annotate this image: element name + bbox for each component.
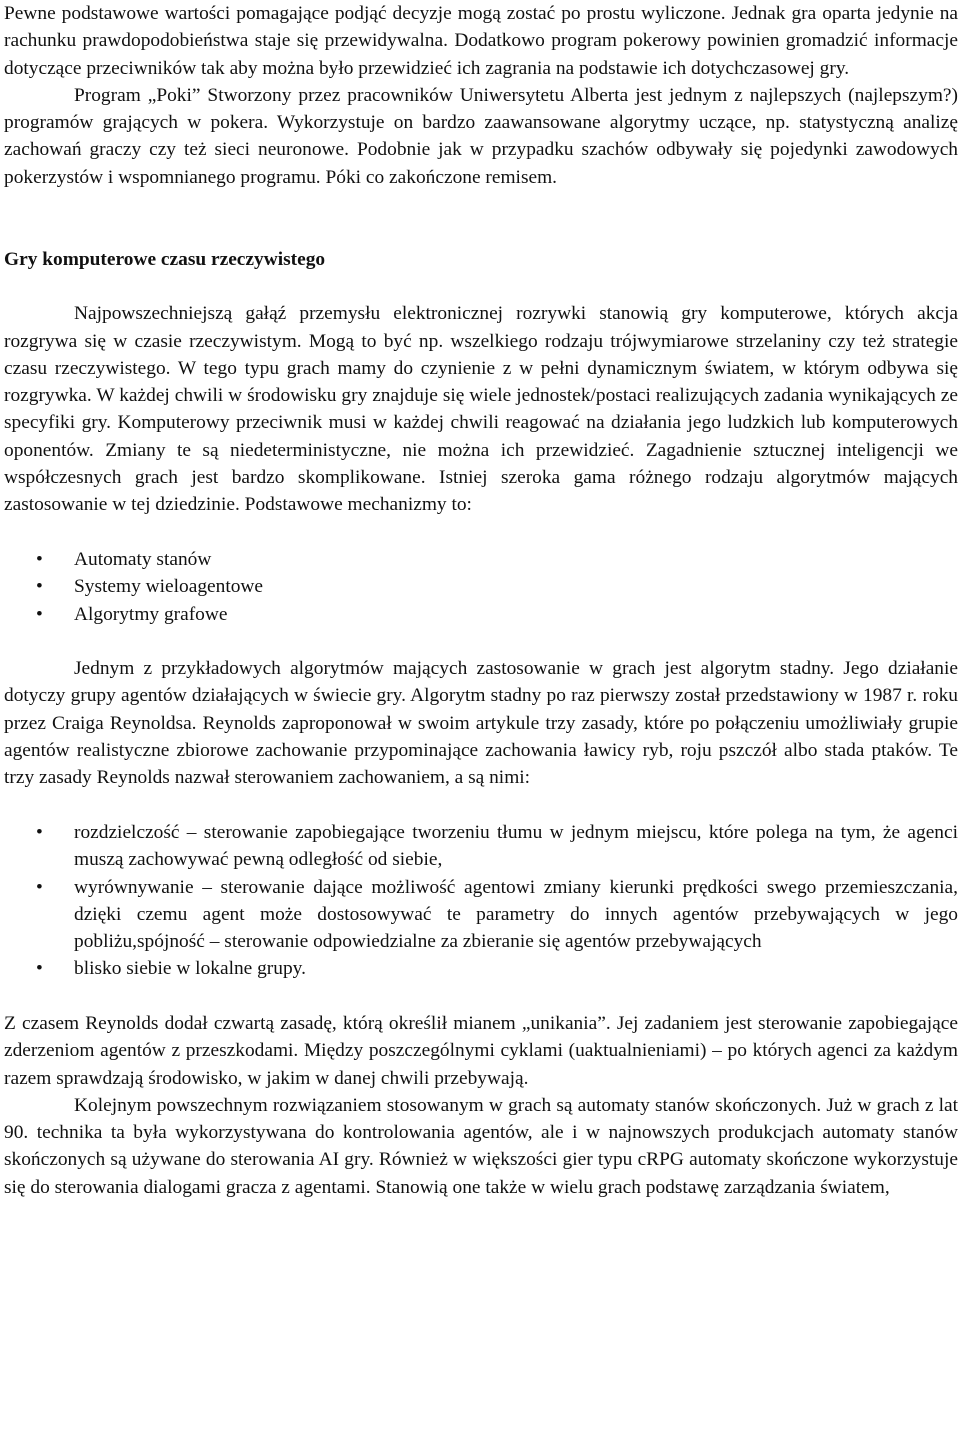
steering-rules-list [4, 819, 958, 983]
bullet-icon: • [36, 576, 43, 598]
mechanisms-list [4, 546, 958, 628]
paragraph-poki: Program „Poki” Stworzony przez pracowników Uniwersytetu Alberta jest jednym z najlepszych (najlepszym?) programów grających w pokera. Wykorzystuje on bardzo zaawansowane algorytmy uczące, np. statystyczną analizę zachowań graczy czy też sieci neuronowe. Podobnie jak w przypadku szachów odbywały się pojedynki zawodowych pokerzystów i wspomnianego programu. Póki co zakończone remisem. [4, 84, 958, 188]
spacer [4, 628, 958, 655]
paragraph-flocking: Jednym z przykładowych algorytmów mających zastosowanie w grach jest algorytm stadny. Jego działanie dotyczy grupy agentów działających w świecie gry. Algorytm stadny po raz pierwszy został przedstawiony w 1987 r. roku przez Craiga Reynoldsa. Reynolds zaproponował w swoim artykule trzy zasady, które po połączeniu umożliwiały grupie agentów realistyczne zbiorowe zachowanie przypominające zachowania ławicy ryb, roju pszczół albo stada ptaków. Te trzy zasady Reynolds nazwał sterowaniem zachowaniem, a są nimi: [4, 658, 958, 789]
spacer [4, 218, 958, 245]
spacer [4, 792, 958, 819]
list-item: • Systemy wieloagentowe [4, 573, 958, 600]
list-item: • Algorytmy grafowe [4, 601, 958, 628]
spacer [4, 983, 958, 1010]
document-page [4, 0, 958, 1201]
spacer [4, 273, 958, 300]
spacer [4, 519, 958, 546]
bullet-icon: • [36, 603, 43, 625]
list-item: • Automaty stanów [4, 546, 958, 573]
paragraph-probability: Pewne podstawowe wartości pomagające podjąć decyzje mogą zostać po prostu wyliczone. Jednak gra oparta jedynie na rachunku prawdopodobieństwa staje się przewidywalna. Dodatkowo program pokerowy powinien gromadzić informacje dotyczące przeciwników tak aby można było przewidzieć ich zagrania na podstawie ich dotychczasowej gry. [4, 3, 958, 79]
bullet-icon: • [36, 821, 43, 843]
paragraph-fsm: Kolejnym powszechnym rozwiązaniem stosowanym w grach są automaty stanów skończonych. Już w grach z lat 90. technika ta była wykorzystywana do kontrolowania agentów, ale i w najnowszych produkcjach automaty stanów skończonych są używane do sterowania AI gry. Również w większości gier typu cRPG automaty skończone wykorzystuje się do sterowania dialogami gracza z agentami. Stanowią one także w wielu grach podstawę zarządzania światem, [4, 1094, 958, 1198]
list-item: • blisko siebie w lokalne grupy. [4, 955, 958, 982]
section-heading: Gry komputerowe czasu rzeczywistego [4, 248, 326, 270]
spacer [4, 191, 958, 218]
bullet-icon: • [36, 876, 43, 898]
bullet-icon: • [36, 958, 43, 980]
list-item: • wyrównywanie – sterowanie dające możliwość agentowi zmiany kierunki prędkości swego przemieszczania, dzięki czemu agent może dostosowywać te parametry do innych agentów przebywających w jego pobliżu,spójność – sterowanie odpowiedzialne za zbieranie się agentów przebywających [4, 874, 958, 956]
list-item: • rozdzielczość – sterowanie zapobiegające tworzeniu tłumu w jednym miejscu, które polega na tym, że agenci muszą zachowywać pewną odległość od siebie, [4, 819, 958, 874]
paragraph-realtime-games: Najpowszechniejszą gałąź przemysłu elektronicznej rozrywki stanowią gry komputerowe, których akcja rozgrywa się w czasie rzeczywistym. Mogą to być np. wszelkiego rodzaju trójwymiarowe strzelaniny czy też strategie czasu rzeczywistego. W tego typu grach mamy do czynienie z w pełni dynamicznym światem, w którym odbywa się rozgrywka. W każdej chwili w środowisku gry znajduje się wiele jednostek/postaci realizujących zadania wynikających ze specyfiki gry. Komputerowy przeciwnik musi w każdej chwili reagować na działania jego ludzkich lub komputerowych oponentów. Zmiany te są niedeterministyczne, nie można ich przewidzieć. Zagadnienie sztucznej inteligencji we współczesnych grach jest bardzo skomplikowane. Istniej szeroka gama różnego rodzaju algorytmów mających zastosowanie w tej dziedzinie. Podstawowe mechanizmy to: [4, 303, 958, 516]
bullet-icon: • [36, 548, 43, 570]
paragraph-avoidance: Z czasem Reynolds dodał czwartą zasadę, którą określił mianem „unikania”. Jej zadaniem jest sterowanie zapobiegające zderzeniom agentów z przeszkodami. Między poszczególnymi cyklami (uaktualnieniami) – po których agenci za każdym razem sprawdzają środowisko, w jakim w danej chwili przebywają. [4, 1012, 958, 1089]
